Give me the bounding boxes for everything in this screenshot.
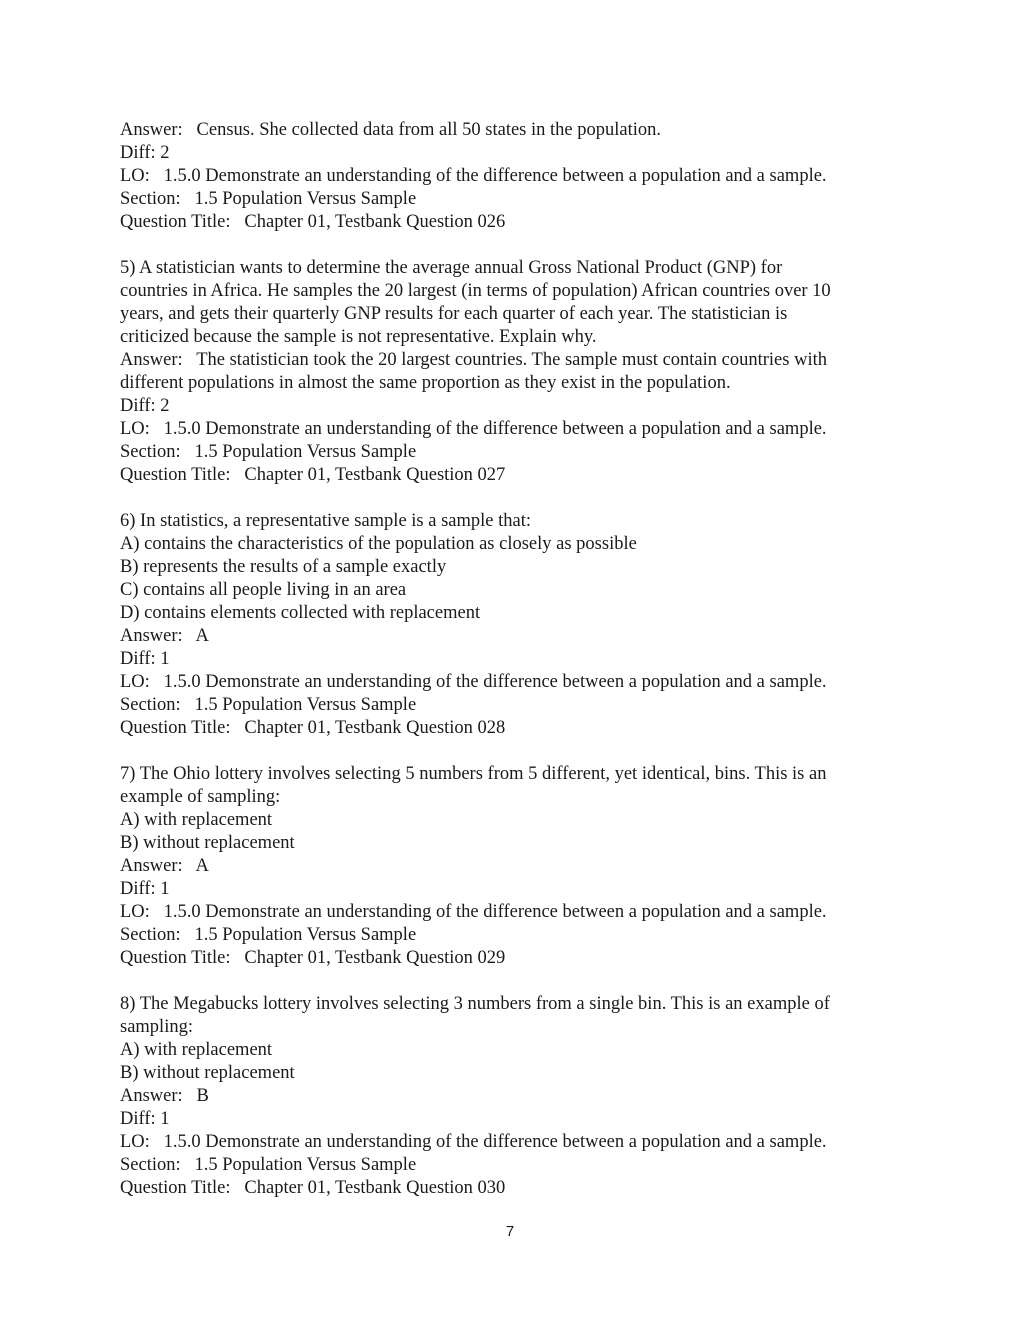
question-text-line: 8) The Megabucks lottery involves selecting 3 numbers from a single bin. This is an example of bbox=[120, 994, 830, 1014]
answer-option-d: D) contains elements collected with replacement bbox=[120, 603, 481, 623]
difficulty-line: Diff: 1 bbox=[120, 1109, 170, 1129]
question-title-line: Question Title: Chapter 01, Testbank Question 029 bbox=[120, 948, 506, 968]
difficulty-line: Diff: 1 bbox=[120, 649, 170, 669]
question-text-line: years, and gets their quarterly GNP results for each quarter of each year. The statistician is bbox=[120, 304, 788, 324]
answer-line: Answer: Census. She collected data from all 50 states in the population. bbox=[120, 120, 662, 140]
question-7-block bbox=[120, 763, 910, 970]
learning-objective-line: LO: 1.5.0 Demonstrate an understanding of the difference between a population and a sample. bbox=[120, 419, 827, 439]
question-text-line: criticized because the sample is not representative. Explain why. bbox=[120, 327, 597, 347]
difficulty-line: Diff: 2 bbox=[120, 143, 170, 163]
answer-option-b: B) without replacement bbox=[120, 833, 295, 853]
learning-objective-line: LO: 1.5.0 Demonstrate an understanding of the difference between a population and a sample. bbox=[120, 1132, 827, 1152]
answer-line: Answer: B bbox=[120, 1086, 209, 1106]
learning-objective-line: LO: 1.5.0 Demonstrate an understanding of the difference between a population and a sample. bbox=[120, 672, 827, 692]
question-6-block bbox=[120, 510, 910, 740]
learning-objective-line: LO: 1.5.0 Demonstrate an understanding of the difference between a population and a sample. bbox=[120, 166, 827, 186]
section-line: Section: 1.5 Population Versus Sample bbox=[120, 925, 417, 945]
answer-option-a: A) with replacement bbox=[120, 1040, 273, 1060]
answer-option-b: B) without replacement bbox=[120, 1063, 295, 1083]
question-text-line: 7) The Ohio lottery involves selecting 5 numbers from 5 different, yet identical, bins. This is an bbox=[120, 764, 827, 784]
section-line: Section: 1.5 Population Versus Sample bbox=[120, 695, 417, 715]
question-title-line: Question Title: Chapter 01, Testbank Question 026 bbox=[120, 212, 506, 232]
section-line: Section: 1.5 Population Versus Sample bbox=[120, 189, 417, 209]
question-8-block bbox=[120, 993, 910, 1200]
answer-block-026 bbox=[120, 119, 910, 234]
section-line: Section: 1.5 Population Versus Sample bbox=[120, 442, 417, 462]
difficulty-line: Diff: 1 bbox=[120, 879, 170, 899]
difficulty-line: Diff: 2 bbox=[120, 396, 170, 416]
page-number: 7 bbox=[505, 1223, 515, 1240]
answer-line: Answer: The statistician took the 20 largest countries. The sample must contain countries with bbox=[120, 350, 827, 370]
question-title-line: Question Title: Chapter 01, Testbank Question 027 bbox=[120, 465, 506, 485]
question-text-line: 5) A statistician wants to determine the average annual Gross National Product (GNP) for bbox=[120, 258, 783, 278]
question-title-line: Question Title: Chapter 01, Testbank Question 028 bbox=[120, 718, 506, 738]
question-title-line: Question Title: Chapter 01, Testbank Question 030 bbox=[120, 1178, 506, 1198]
answer-option-b: B) represents the results of a sample exactly bbox=[120, 557, 447, 577]
question-5-block bbox=[120, 257, 910, 487]
question-text-line: example of sampling: bbox=[120, 787, 281, 807]
answer-line: Answer: A bbox=[120, 856, 209, 876]
answer-option-a: A) contains the characteristics of the population as closely as possible bbox=[120, 534, 637, 554]
learning-objective-line: LO: 1.5.0 Demonstrate an understanding of the difference between a population and a sample. bbox=[120, 902, 827, 922]
answer-option-a: A) with replacement bbox=[120, 810, 273, 830]
question-text-line: 6) In statistics, a representative sample is a sample that: bbox=[120, 511, 531, 531]
answer-line: different populations in almost the same proportion as they exist in the population. bbox=[120, 373, 731, 393]
question-text-line: countries in Africa. He samples the 20 largest (in terms of population) African countries over 10 bbox=[120, 281, 831, 301]
question-text-line: sampling: bbox=[120, 1017, 193, 1037]
section-line: Section: 1.5 Population Versus Sample bbox=[120, 1155, 417, 1175]
answer-option-c: C) contains all people living in an area bbox=[120, 580, 407, 600]
document-body bbox=[120, 119, 910, 1223]
answer-line: Answer: A bbox=[120, 626, 209, 646]
